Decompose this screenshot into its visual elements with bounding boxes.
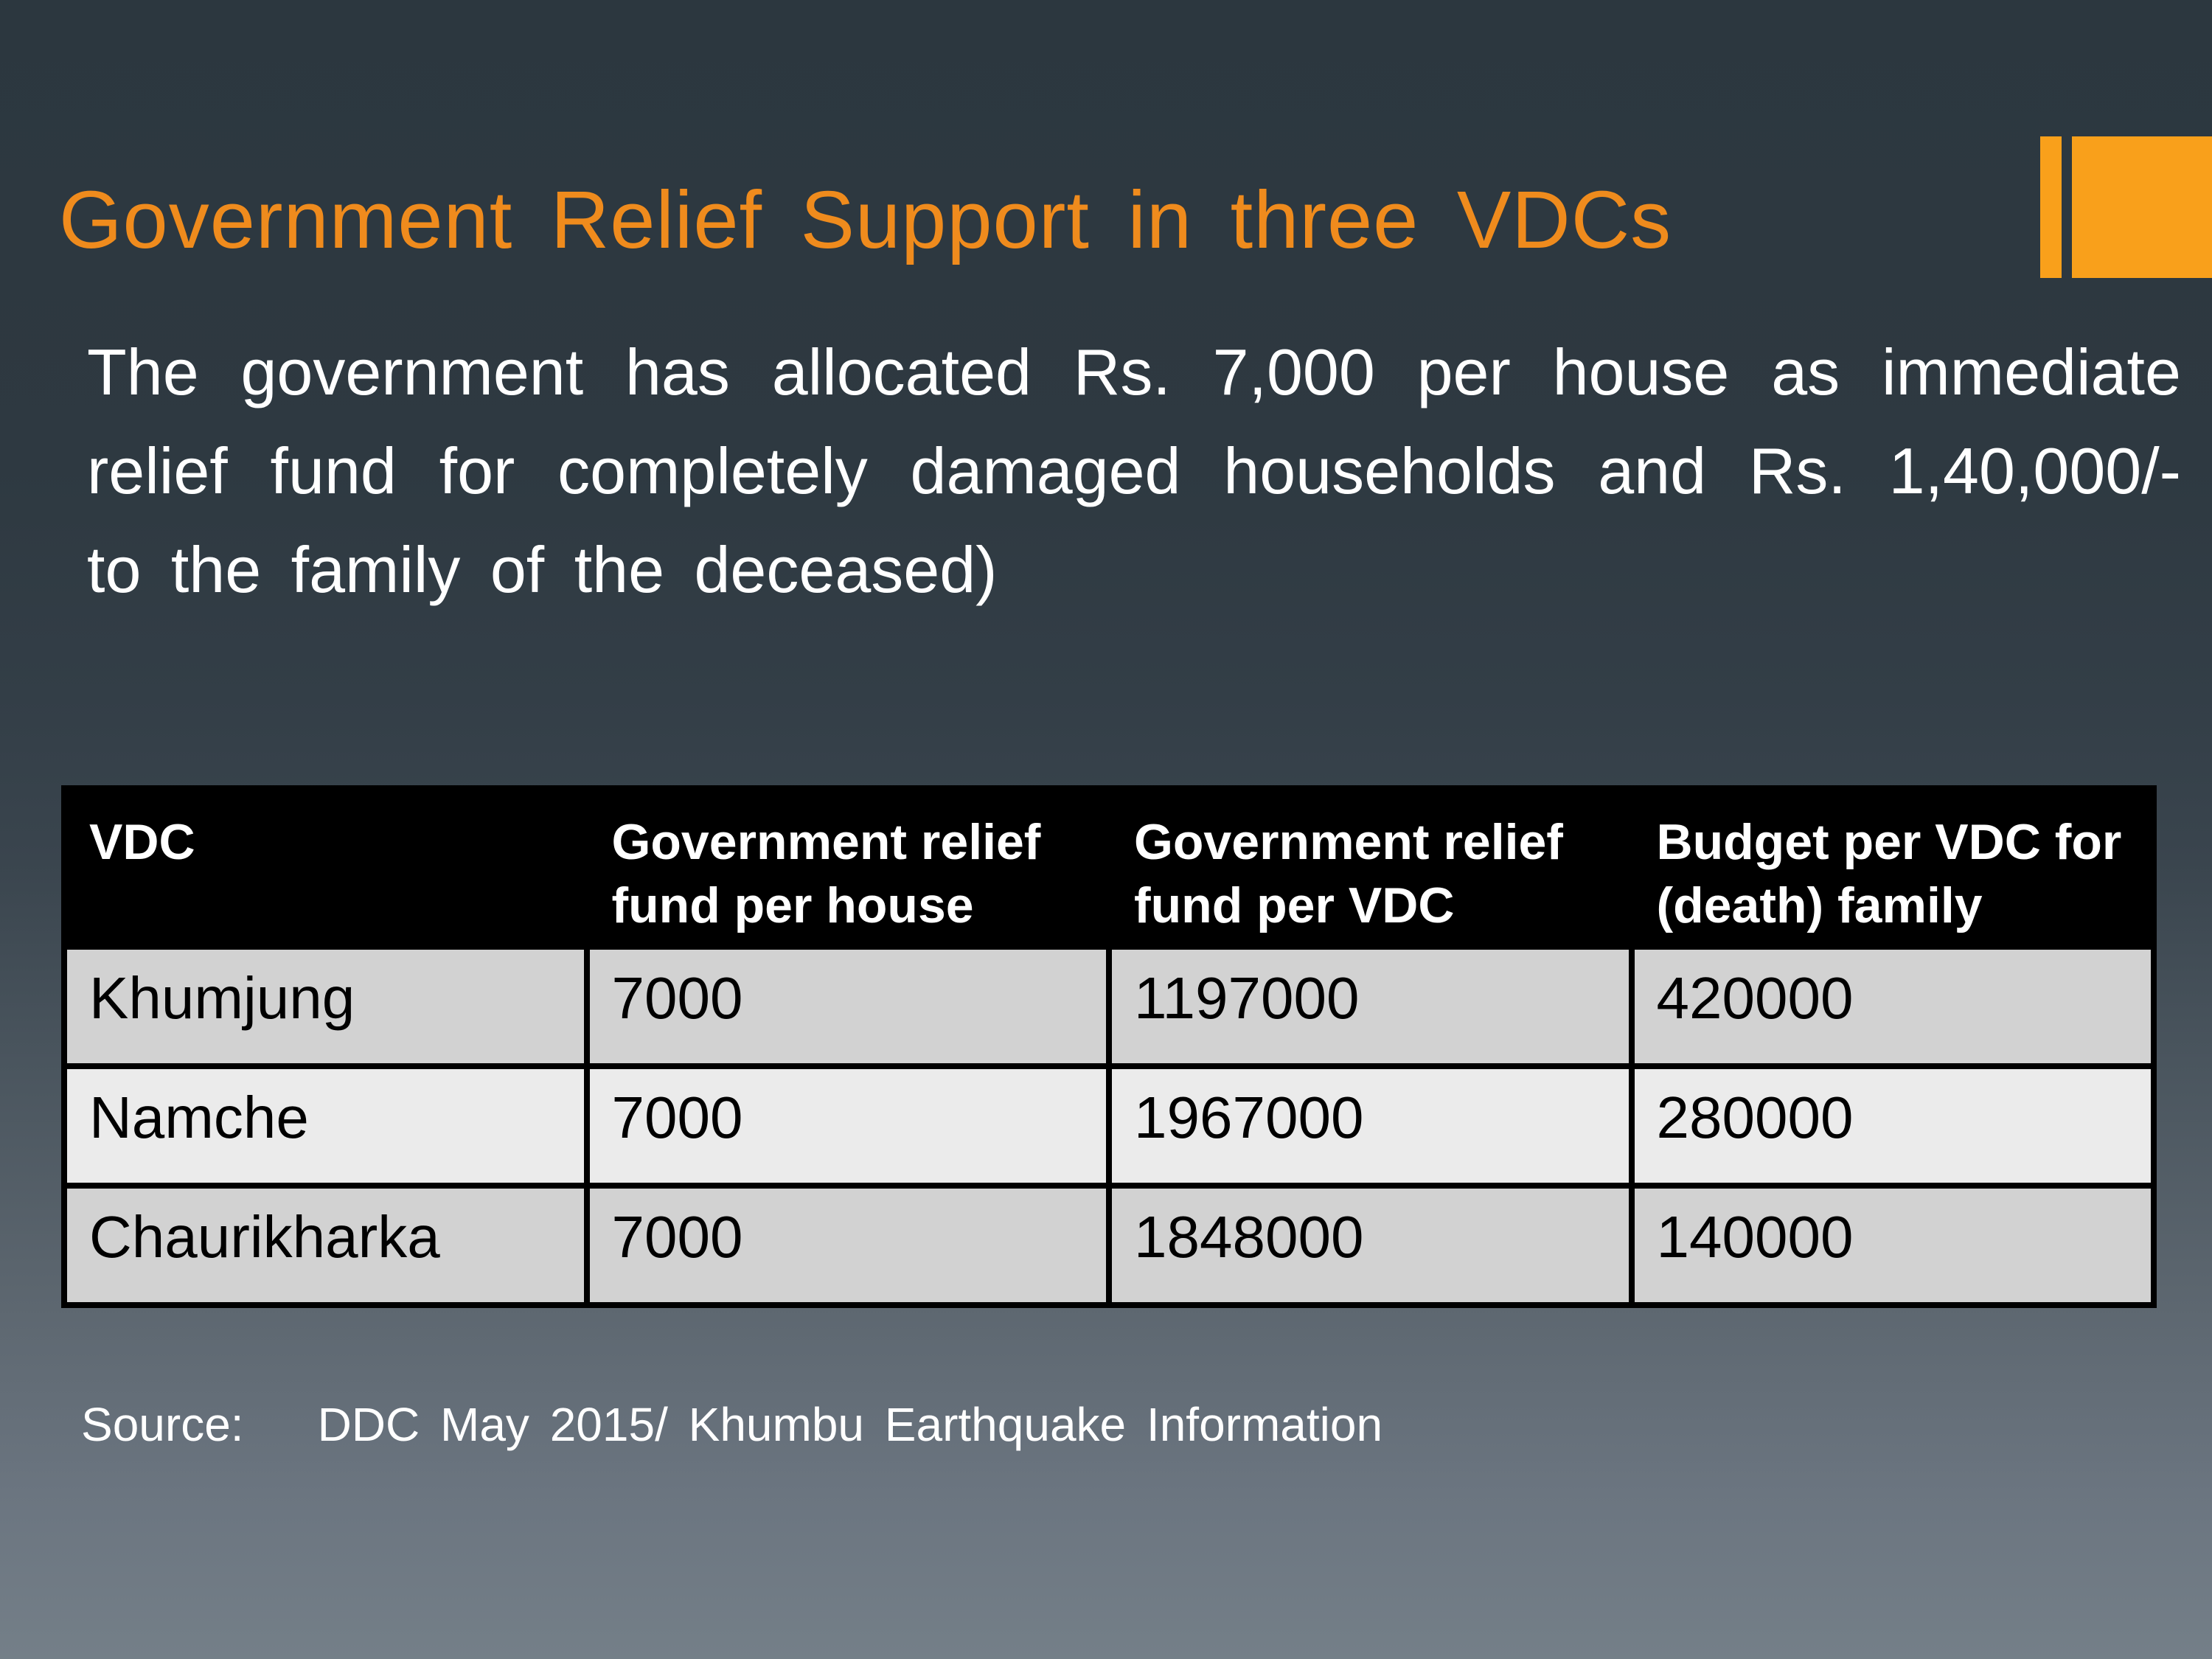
accent-bar-thin	[2040, 136, 2062, 278]
table-header	[64, 788, 2154, 947]
column-header-budget-death-family: Budget per VDC for (death) family	[1632, 788, 2154, 947]
cell-fund-per-house: 7000	[587, 947, 1110, 1066]
source-text: DDC May 2015/ Khumbu Earthquake Information	[317, 1398, 1383, 1451]
cell-vdc: Chaurikharka	[64, 1186, 587, 1305]
table-body	[64, 947, 2154, 1305]
cell-budget-death-family: 140000	[1632, 1186, 2154, 1305]
paragraph-line: to the family of the deceased)	[87, 533, 998, 606]
cell-budget-death-family: 420000	[1632, 947, 2154, 1066]
body-paragraph	[87, 323, 2181, 619]
table-row	[64, 947, 2154, 1066]
cell-vdc: Khumjung	[64, 947, 587, 1066]
slide-title: Government Relief Support in three VDCs	[59, 175, 1672, 265]
paragraph-line: The government has allocated Rs. 7,000 per house as immediate	[87, 335, 2181, 408]
cell-fund-per-vdc: 1197000	[1109, 947, 1632, 1066]
column-header-vdc: VDC	[64, 788, 587, 947]
column-header-fund-per-vdc: Government relief fund per VDC	[1109, 788, 1632, 947]
table-row	[64, 1066, 2154, 1186]
cell-fund-per-house: 7000	[587, 1066, 1110, 1186]
relief-table	[61, 785, 2157, 1308]
column-header-fund-per-house: Government relief fund per house	[587, 788, 1110, 947]
paragraph-line: relief fund for completely damaged households and Rs. 1,40,000/-	[87, 434, 2181, 507]
cell-vdc: Namche	[64, 1066, 587, 1186]
table-header-row	[64, 788, 2154, 947]
cell-fund-per-vdc: 1848000	[1109, 1186, 1632, 1305]
source-label: Source:	[81, 1398, 244, 1451]
cell-fund-per-vdc: 1967000	[1109, 1066, 1632, 1186]
table-row	[64, 1186, 2154, 1305]
cell-fund-per-house: 7000	[587, 1186, 1110, 1305]
accent-bar-wide	[2072, 136, 2212, 278]
cell-budget-death-family: 280000	[1632, 1066, 2154, 1186]
source-line	[81, 1395, 1382, 1454]
